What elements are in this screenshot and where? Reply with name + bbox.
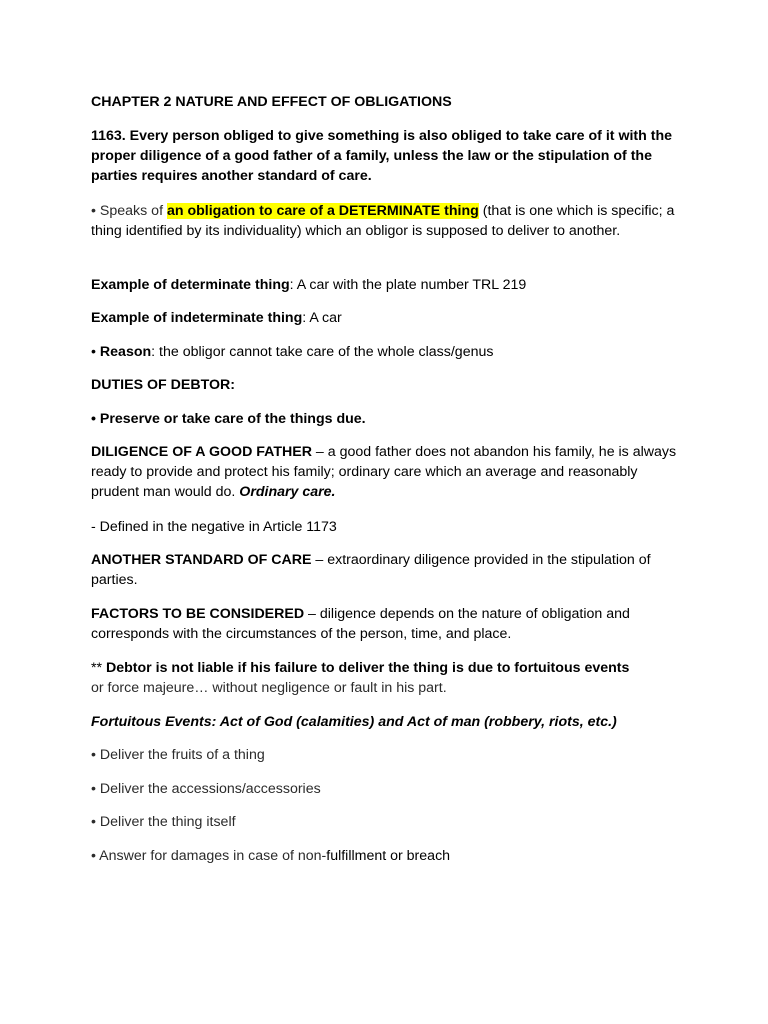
bullet-thing-itself: • Deliver the thing itself: [91, 814, 236, 830]
speaks-suffix: (that is one which is specific; a thing identified by its individuality) which an obligor is supposed to deliver to another.: [91, 203, 675, 239]
diligence-emphasis: Ordinary care.: [239, 484, 336, 500]
defined-negative: - Defined in the negative in Article 1173: [91, 519, 337, 535]
another-standard-text: – extraordinary diligence provided in the stipulation of parties.: [91, 552, 651, 588]
example-determinate-label: Example of determinate thing: [91, 277, 290, 293]
reason-bullet: [91, 342, 681, 362]
article-1163: 1163. Every person obliged to give something is also obliged to take care of it with the proper diligence of a good father of a family, unless the law or the stipulation of the parties requires another standard of care.: [91, 128, 673, 184]
fortuitous-events: Fortuitous Events: Act of God (calamities) and Act of man (robbery, riots, etc.): [91, 714, 617, 730]
preserve-bullet: • Preserve or take care of the things due.: [91, 411, 366, 427]
speaks-paragraph: [91, 201, 681, 241]
debtor-continuation: or force majeure… without negligence or fault in his part.: [91, 680, 447, 696]
example-determinate: [91, 275, 681, 295]
reason-text: : the obligor cannot take care of the whole class/genus: [151, 344, 494, 360]
another-standard-paragraph: [91, 550, 681, 590]
speaks-prefix: • Speaks of: [91, 203, 167, 219]
debtor-bold: Debtor is not liable if his failure to deliver the thing is due to fortuitous events: [105, 660, 630, 676]
chapter-title: CHAPTER 2 NATURE AND EFFECT OF OBLIGATIONS: [91, 94, 452, 110]
debtor-prefix: **: [91, 660, 106, 676]
bullet-damages-end: fulfillment or breach: [326, 848, 451, 864]
reason-bullet-mark: •: [91, 344, 100, 360]
example-indeterminate-text: : A car: [302, 310, 342, 326]
diligence-label: DILIGENCE OF A GOOD FATHER: [91, 444, 312, 460]
another-standard-label: ANOTHER STANDARD OF CARE: [91, 552, 312, 568]
duties-heading: DUTIES OF DEBTOR:: [91, 377, 235, 393]
debtor-line: [91, 658, 681, 678]
diligence-paragraph: [91, 442, 681, 502]
factors-label: FACTORS TO BE CONSIDERED: [91, 606, 305, 622]
highlighted-phrase: an obligation to care of a DETERMINATE thing: [166, 203, 479, 219]
example-determinate-text: : A car with the plate number TRL 219: [289, 277, 527, 293]
factors-paragraph: [91, 604, 681, 644]
reason-label: Reason: [99, 344, 152, 360]
diligence-text: – a good father does not abandon his family, he is always ready to provide and protect his family; ordinary care which an average and reasonably prudent man would do.: [91, 444, 677, 500]
bullet-accessions: • Deliver the accessions/accessories: [91, 781, 321, 797]
bullet-damages: [91, 846, 681, 866]
example-indeterminate: [91, 308, 681, 328]
example-indeterminate-label: Example of indeterminate thing: [91, 310, 303, 326]
bullet-fruits: • Deliver the fruits of a thing: [91, 747, 265, 763]
factors-text: – diligence depends on the nature of obligation and corresponds with the circumstances of the person, time, and place.: [91, 606, 630, 642]
bullet-damages-start: • Answer for damages in case of non-: [91, 848, 327, 864]
